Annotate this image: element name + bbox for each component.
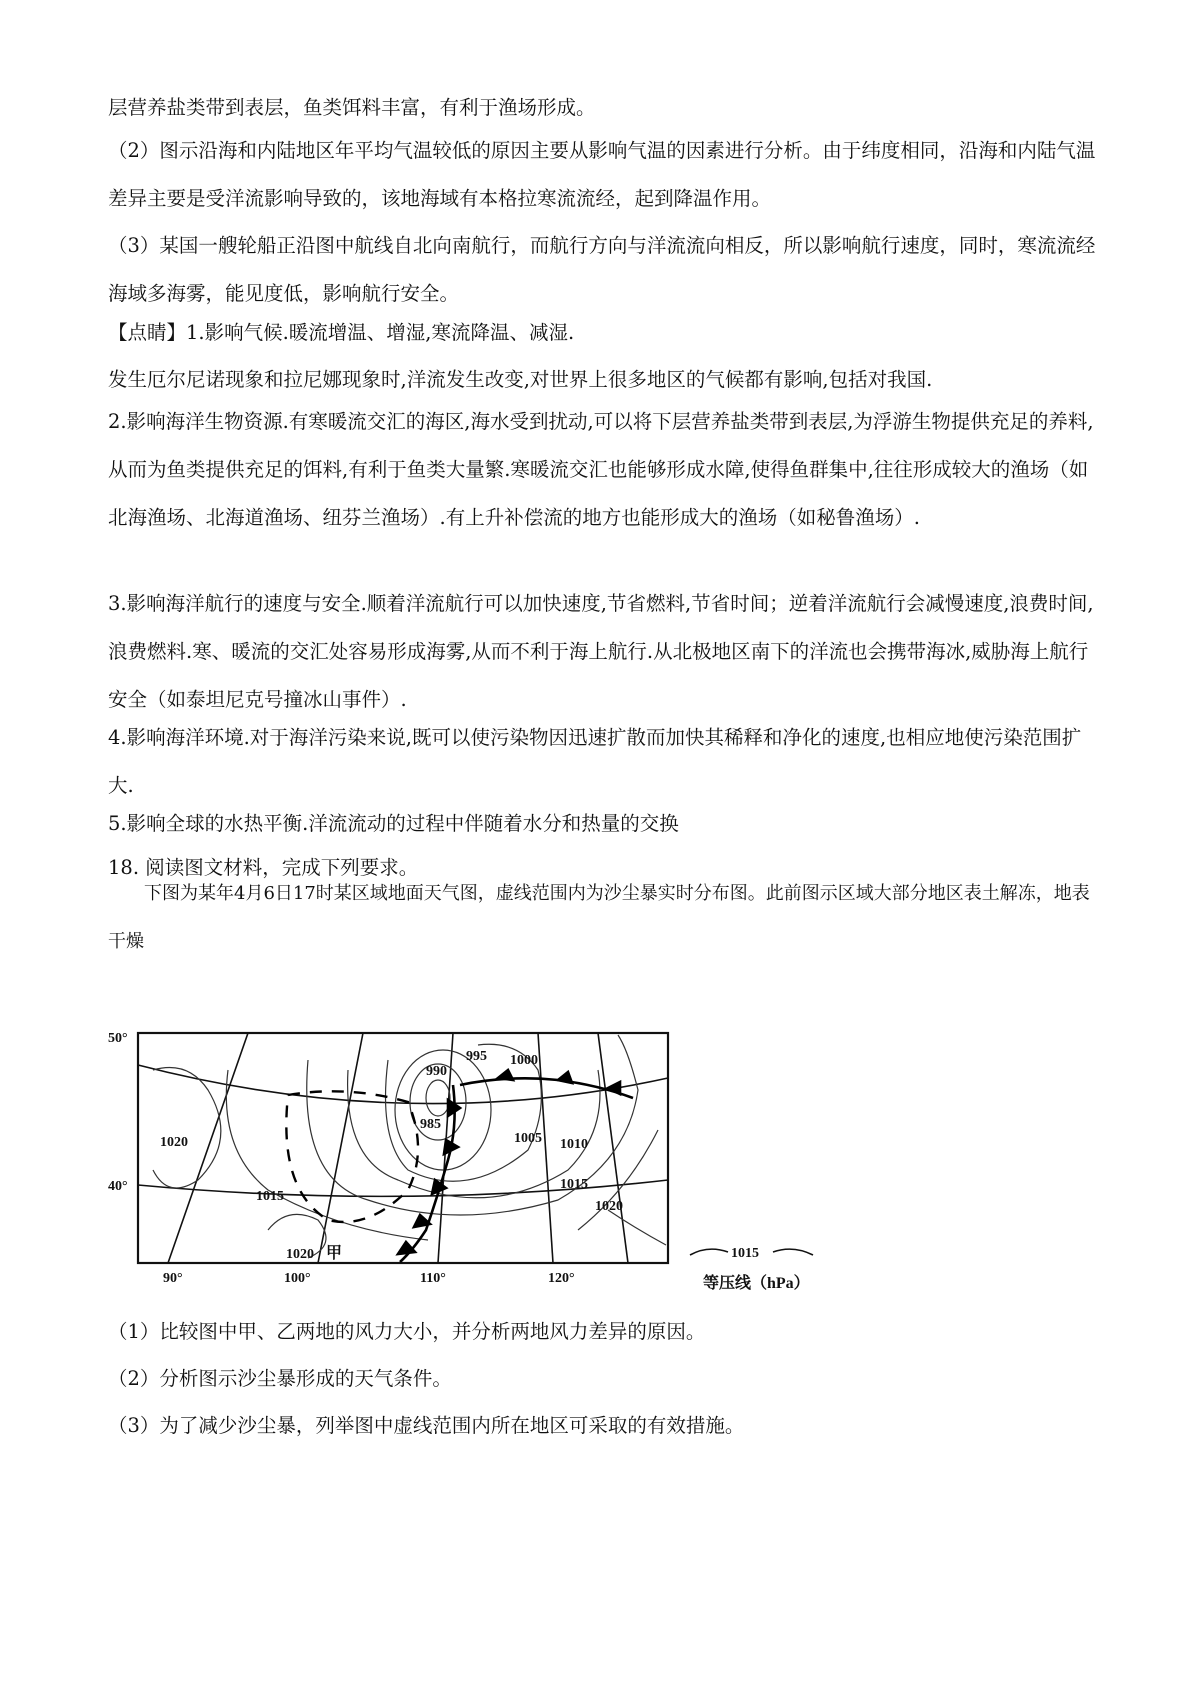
question-18-intro: 下图为某年4月6日17时某区域地面天气图，虚线范围内为沙尘暴实时分布图。此前图示区域大部分地区表土解冻，地表干燥: [108, 883, 1090, 952]
lon-label-100: 100°: [284, 1271, 311, 1286]
para-fishery-end: 层营养盐类带到表层，鱼类饵料丰富，有利于渔场形成。: [108, 96, 596, 119]
isobar-1020-west: [153, 1068, 221, 1189]
lat-label-40: 40°: [108, 1179, 128, 1194]
legend-label: 等压线（hPa）: [703, 1275, 810, 1292]
legend-isobar-right: [773, 1249, 813, 1255]
para-answer-2: （2）图示沿海和内陆地区年平均气温较低的原因主要从影响气温的因素进行分析。由于纬度相同，沿海和内陆气温差异主要是受洋流影响导致的，该地海域有本格拉寒流流经，起到降温作用。: [108, 139, 1096, 210]
isobar-label-985: 985: [420, 1117, 441, 1132]
graticule: [138, 1033, 668, 1263]
isobar-label-990: 990: [426, 1064, 447, 1079]
question-18-title: 18. 阅读图文材料，完成下列要求。: [108, 856, 419, 879]
legend-value: 1015: [731, 1246, 759, 1261]
isobar-label-1020-jia: 1020: [286, 1247, 314, 1262]
cold-front: [398, 1085, 460, 1262]
para-tip-4: 4.影响海洋环境.对于海洋污染来说,既可以使污染物因迅速扩散而加快其稀释和净化的速度,也相应地使污染范围扩大.: [108, 726, 1082, 797]
meridian-100: [318, 1033, 363, 1263]
para-answer-3: （3）某国一艘轮船正沿图中航线自北向南航行，而航行方向与洋流流向相反，所以影响航行速度，同时，寒流流经海域多海雾，能见度低，影响航行安全。: [108, 234, 1096, 305]
para-tip-1: 【点睛】1.影响气候.暖流增温、增湿,寒流降温、减湿.: [108, 321, 575, 344]
meridian-115: [538, 1033, 553, 1263]
lon-label-110: 110°: [420, 1271, 446, 1286]
subquestion-2: （2）分析图示沙尘暴形成的天气条件。: [108, 1367, 452, 1390]
legend-isobar-left: [690, 1249, 728, 1255]
para-tip-3: 3.影响海洋航行的速度与安全.顺着洋流航行可以加快速度,节省燃料,节省时间；逆着洋流航行会减慢速度,浪费时间,浪费燃料.寒、暖流的交汇处容易形成海雾,从而不利于海上航行.从北极地区南下的洋流也会携带海冰,威胁海上航行安全（如泰坦尼克号撞冰山事件）.: [108, 592, 1094, 711]
isobar-label-995: 995: [466, 1049, 487, 1064]
meridian-120: [598, 1033, 628, 1263]
lon-label-90: 90°: [163, 1271, 183, 1286]
para-tip-1-detail: 发生厄尔尼诺现象和拉尼娜现象时,洋流发生改变,对世界上很多地区的气候都有影响,包括对我国.: [108, 368, 933, 391]
isobar-label-1005: 1005: [514, 1131, 542, 1146]
isobar-label-1015-west: 1015: [256, 1189, 284, 1204]
isobar-label-1015-east: 1015: [560, 1177, 588, 1192]
isobar-label-1000: 1000: [510, 1053, 538, 1068]
lon-label-120: 120°: [548, 1271, 575, 1286]
isobar-label-1010: 1010: [560, 1137, 588, 1152]
lat-label-50: 50°: [108, 1031, 128, 1046]
subquestion-1: （1）比较图中甲、乙两地的风力大小，并分析两地风力差异的原因。: [108, 1320, 706, 1343]
para-tip-2: 2.影响海洋生物资源.有寒暖流交汇的海区,海水受到扰动,可以将下层营养盐类带到表层,为浮游生物提供充足的养料,从而为鱼类提供充足的饵料,有利于鱼类大量繁.寒暖流交汇也能够形成水障,使得鱼群集中,往往形成较大的渔场（如北海渔场、北海道渔场、纽芬兰渔场）.有上升补偿流的地方也能形成大的渔场（如秘鲁渔场）.: [108, 410, 1094, 529]
isobar-label-1020-west: 1020: [160, 1135, 188, 1150]
isobars: [153, 1035, 666, 1258]
isobar-label-1020-east: 1020: [595, 1199, 623, 1214]
para-tip-5: 5.影响全球的水热平衡.洋流流动的过程中伴随着水分和热量的交换: [108, 812, 679, 835]
map-frame: [138, 1033, 668, 1263]
isobar-1020-east: [608, 1210, 666, 1245]
weather-map: [108, 1030, 848, 1300]
place-label-jia: 甲: [326, 1245, 343, 1262]
subquestion-3: （3）为了减少沙尘暴，列举图中虚线范围内所在地区可采取的有效措施。: [108, 1414, 745, 1437]
isobar-985: [426, 1080, 450, 1116]
